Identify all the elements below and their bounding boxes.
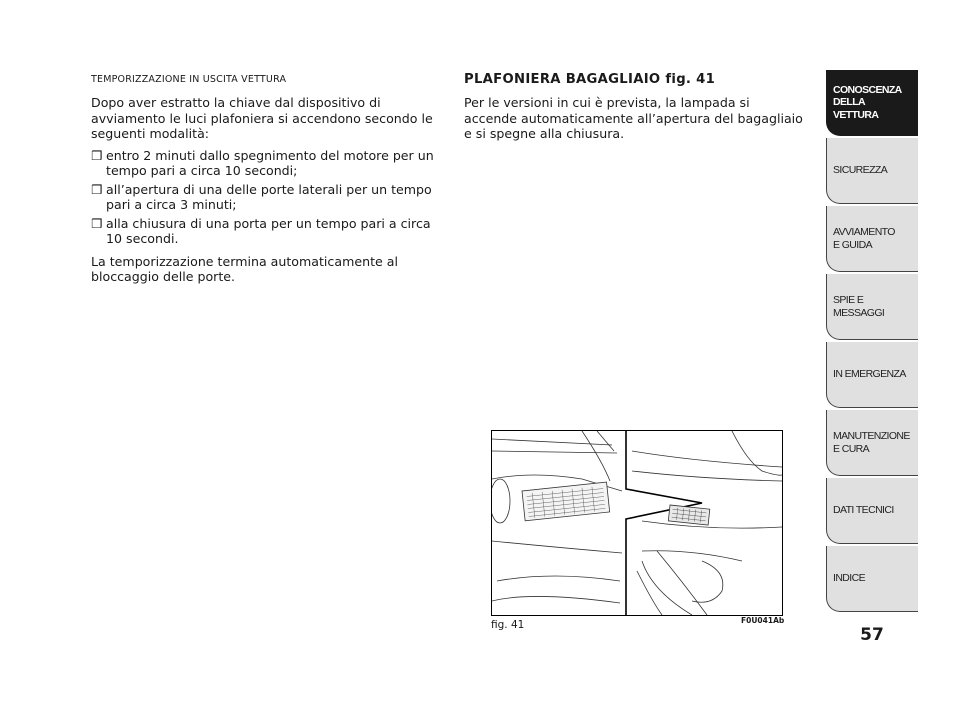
section-title: PLAFONIERA BAGAGLIAIO fig. 41	[464, 72, 716, 87]
closing-paragraph: La temporizzazione termina automaticamente al bloccaggio delle porte.	[91, 253, 398, 284]
section-subheading: TEMPORIZZAZIONE IN USCITA VETTURA	[91, 74, 287, 85]
list-item: ❒ alla chiusura di una porta per un tempo pari a circa 10 secondi.	[91, 215, 431, 246]
tab-in-emergenza[interactable]: IN EMERGENZA	[826, 342, 918, 408]
figure-code: F0U041Ab	[741, 616, 785, 625]
trunk-lamp-drawing	[492, 431, 782, 615]
tab-manutenzione-e-cura[interactable]: MANUTENZIONE E CURA	[826, 410, 918, 476]
page-number: 57	[860, 625, 884, 645]
list-item: ❒ entro 2 minuti dallo spegnimento del motore per un tempo pari a circa 10 secondi;	[91, 147, 434, 178]
checkbox-bullet-icon: ❒	[91, 215, 103, 231]
left-column	[91, 74, 447, 291]
checkbox-bullet-icon: ❒	[91, 147, 103, 163]
tab-dati-tecnici[interactable]: DATI TECNICI	[826, 478, 918, 544]
tab-conoscenza-della-vettura[interactable]: CONOSCENZA DELLA VETTURA	[826, 70, 918, 136]
figure-caption: fig. 41	[491, 619, 525, 631]
chapter-tabs	[826, 70, 918, 614]
intro-paragraph: Dopo aver estratto la chiave dal dispositivo di avviamento le luci plafoniera si accendono secondo le seguenti modalità:	[91, 95, 433, 141]
body-paragraph: Per le versioni in cui è prevista, la lampada si accende automaticamente all’apertura del bagagliaio e si spegne alla chiusura.	[464, 95, 803, 141]
list-item: ❒ all’apertura di una delle porte laterali per un tempo pari a circa 3 minuti;	[91, 181, 432, 212]
checkbox-bullet-icon: ❒	[91, 181, 103, 197]
right-column	[464, 72, 806, 148]
tab-avviamento-e-guida[interactable]: AVVIAMENTO E GUIDA	[826, 206, 918, 272]
figure-41-illustration	[491, 430, 783, 616]
tab-indice[interactable]: INDICE	[826, 546, 918, 612]
tab-sicurezza[interactable]: SICUREZZA	[826, 138, 918, 204]
tab-spie-e-messaggi[interactable]: SPIE E MESSAGGI	[826, 274, 918, 340]
bullet-list	[91, 148, 447, 247]
